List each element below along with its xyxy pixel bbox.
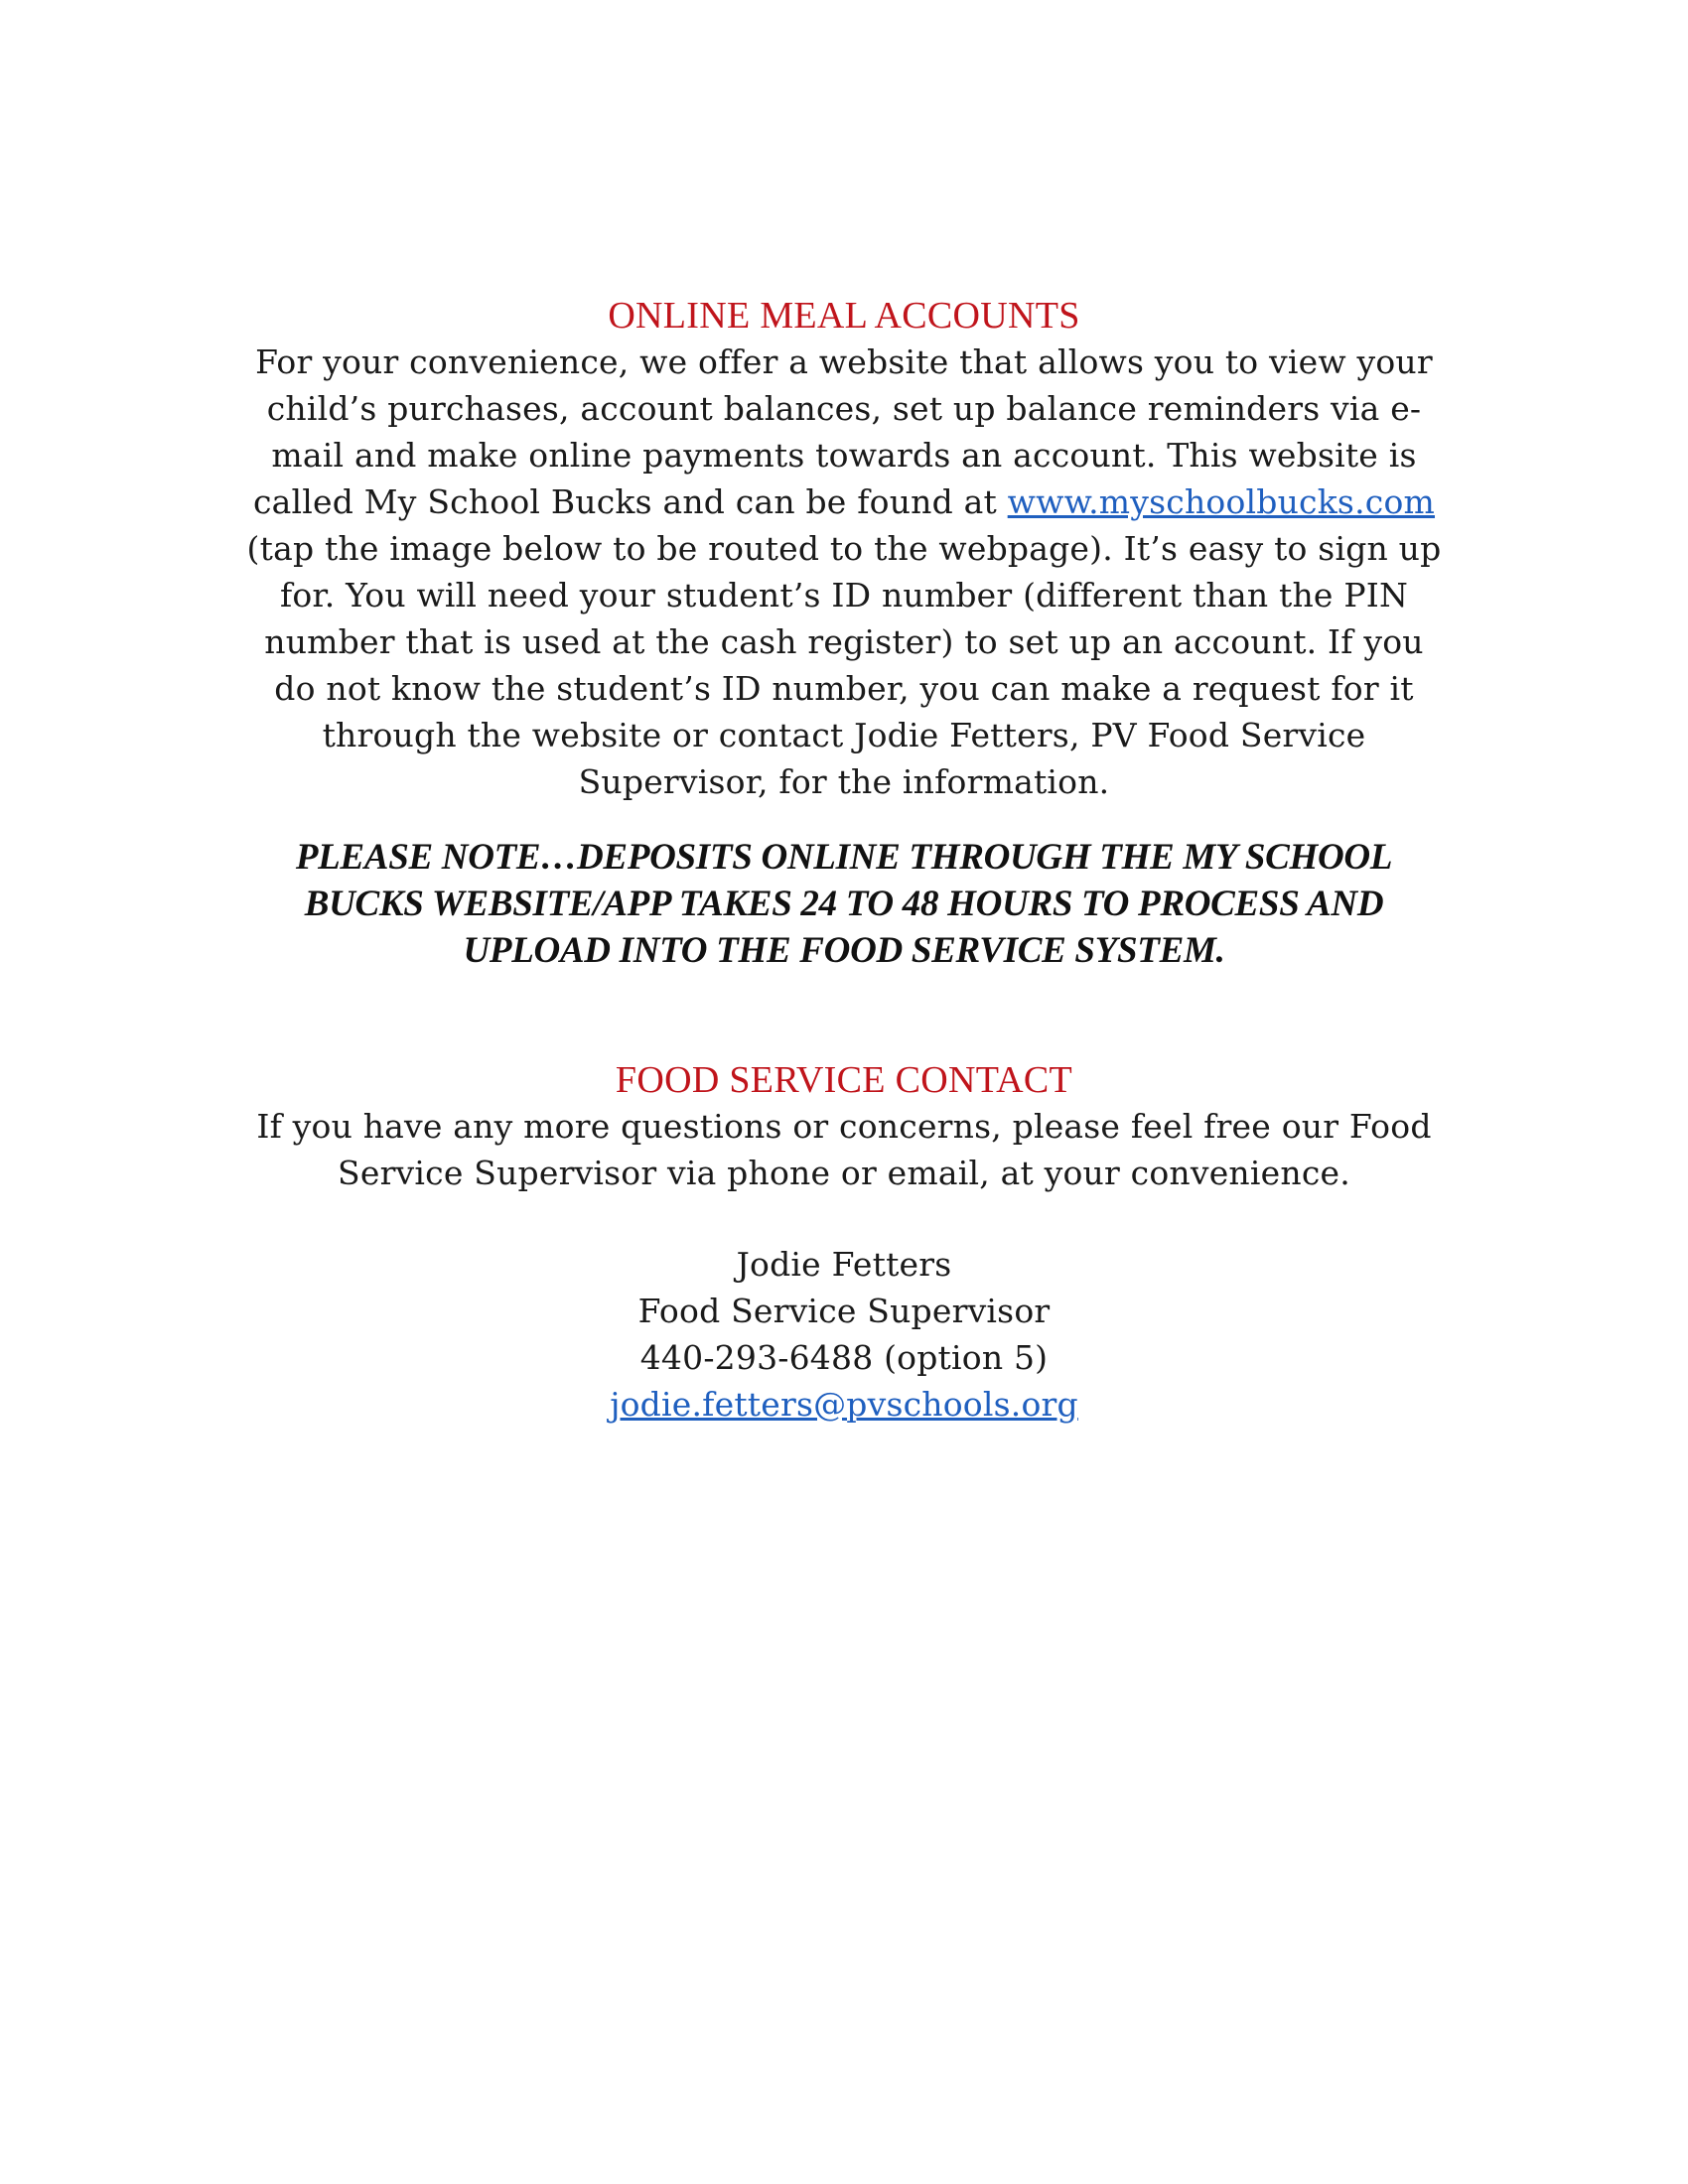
note-line: PLEASE NOTE…DEPOSITS ONLINE THROUGH THE MY SCHOOL (295, 837, 1393, 878)
paragraph-line: mail and make online payments towards an account. This website is (271, 436, 1417, 475)
food-service-contact-paragraph (199, 1103, 1489, 1196)
please-note-section (199, 834, 1489, 974)
paragraph-line: Service Supervisor via phone or email, at your convenience. (338, 1154, 1350, 1192)
contact-title: Food Service Supervisor (637, 1292, 1051, 1330)
food-service-contact-heading: FOOD SERVICE CONTACT (615, 1059, 1073, 1101)
myschoolbucks-website-link[interactable]: www.myschoolbucks.com (1007, 482, 1436, 521)
paragraph-line: For your convenience, we offer a website that allows you to view your (255, 342, 1433, 381)
note-line: BUCKS WEBSITE/APP TAKES 24 TO 48 HOURS TO PROCESS AND (304, 884, 1384, 924)
paragraph-line: child’s purchases, account balances, set up balance reminders via e- (266, 389, 1422, 428)
paragraph-line: (tap the image below to be routed to the webpage). It’s easy to sign up (246, 529, 1442, 568)
contact-card (199, 1241, 1489, 1428)
paragraph-line: Supervisor, for the information. (578, 762, 1110, 801)
paragraph-line-prefix: called My School Bucks and can be found at (252, 482, 1008, 521)
contact-phone: 440-293-6488 (option 5) (639, 1338, 1049, 1377)
paragraph-line-with-link (199, 478, 1489, 525)
online-meal-accounts-paragraph (199, 339, 1489, 805)
paragraph-line: through the website or contact Jodie Fetters, PV Food Service (322, 716, 1366, 754)
online-meal-accounts-heading: ONLINE MEAL ACCOUNTS (608, 295, 1080, 337)
online-meal-accounts-section (199, 293, 1489, 805)
paragraph-line: for. You will need your student’s ID number (different than the PIN (279, 576, 1409, 614)
paragraph-line: If you have any more questions or concerns, please feel free our Food (256, 1107, 1432, 1146)
please-note-text (199, 834, 1489, 974)
food-service-contact-section (199, 1057, 1489, 1196)
note-line: UPLOAD INTO THE FOOD SERVICE SYSTEM. (463, 930, 1225, 971)
paragraph-line: do not know the student’s ID number, you can make a request for it (274, 669, 1414, 708)
paragraph-line: number that is used at the cash register) to set up an account. If you (264, 622, 1424, 661)
contact-email-link[interactable]: jodie.fetters@pvschools.org (610, 1385, 1078, 1424)
contact-name: Jodie Fetters (736, 1245, 952, 1284)
